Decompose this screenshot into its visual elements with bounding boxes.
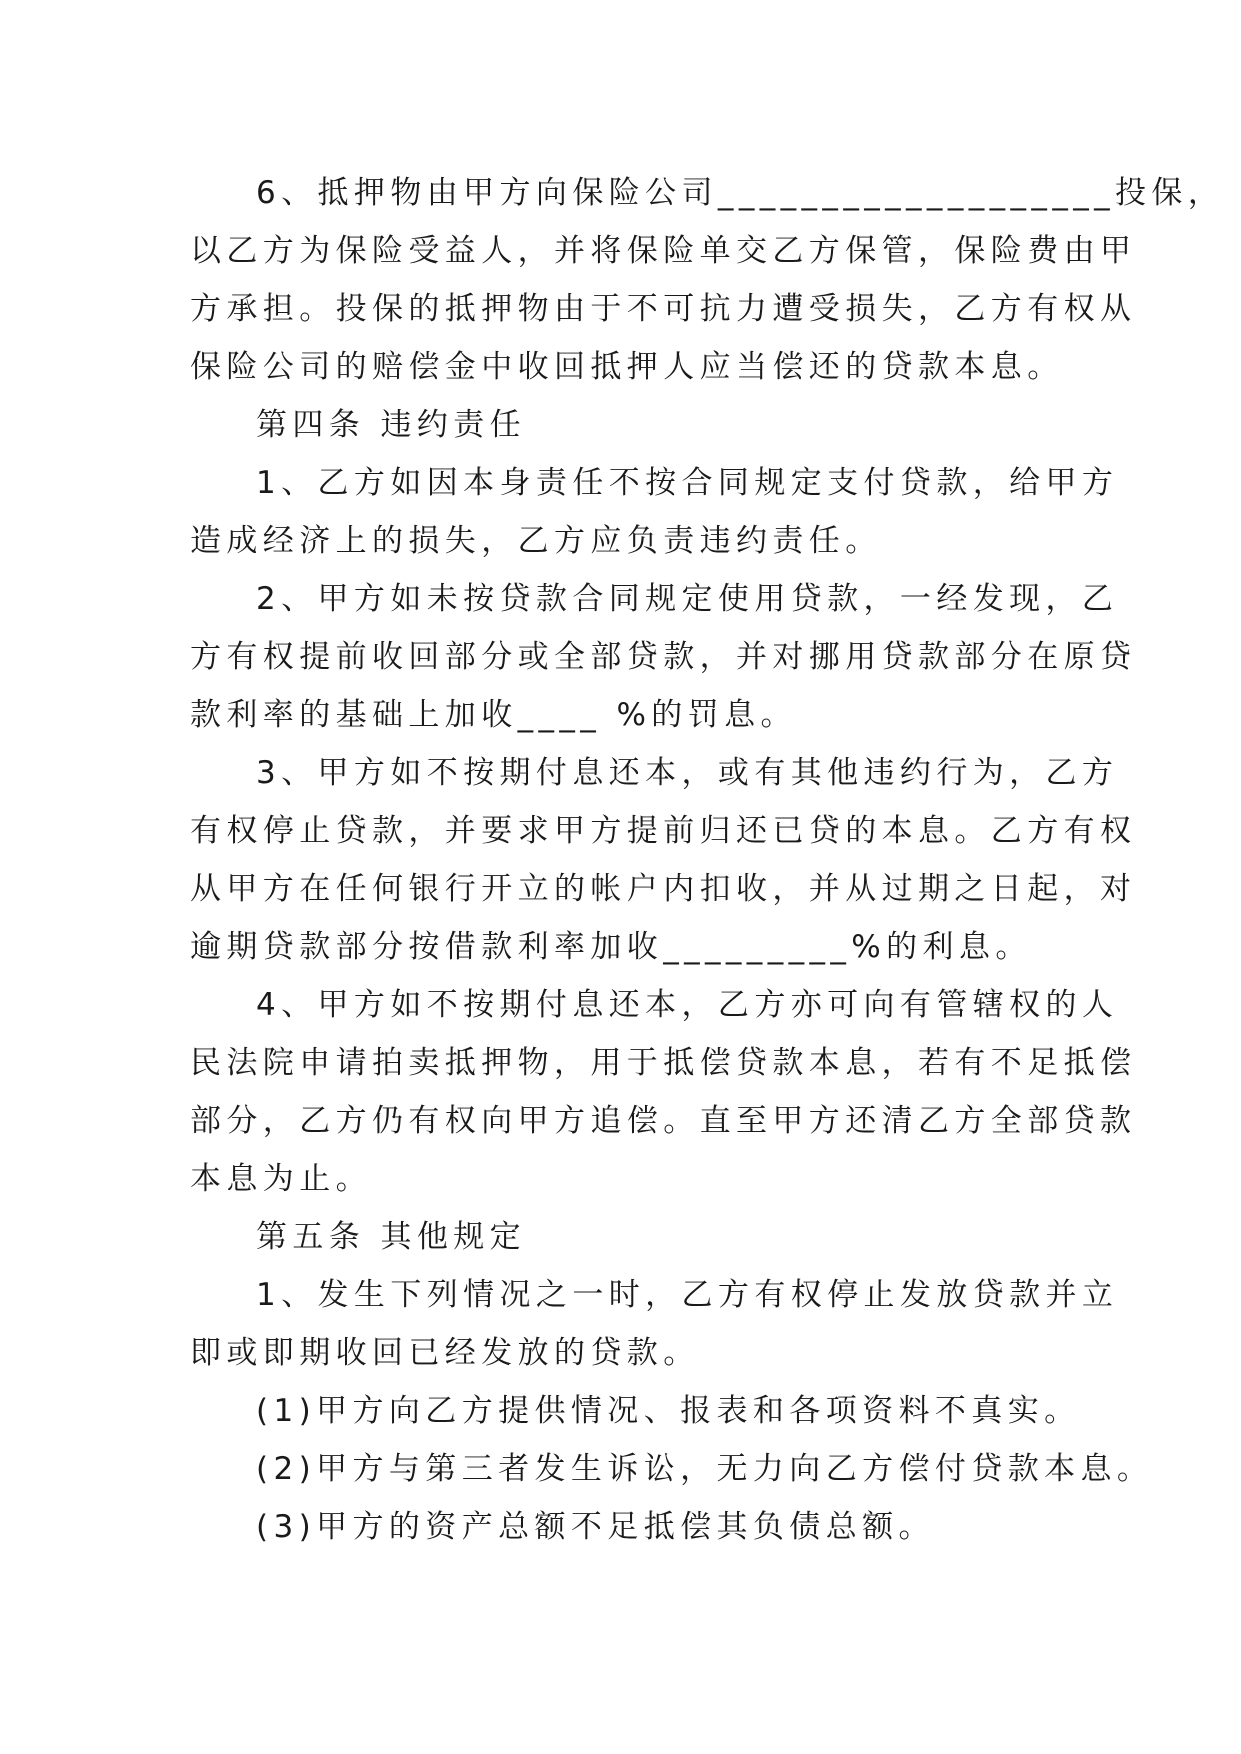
paragraph-line: 有权停止贷款，并要求甲方提前归还已贷的本息。乙方有权 <box>190 813 1137 849</box>
section-heading: 第四条 违约责任 <box>256 407 527 443</box>
paragraph-line: 以乙方为保险受益人，并将保险单交乙方保管，保险费由甲 <box>190 233 1137 269</box>
paragraph-line: 民法院申请拍卖抵押物，用于抵偿贷款本息，若有不足抵偿 <box>190 1045 1137 1081</box>
paragraph-line: 6、抵押物由甲方向保险公司___________________投保， <box>256 175 1225 211</box>
paragraph-line: 逾期贷款部分按借款利率加收_________%的利息。 <box>190 929 1032 965</box>
paragraph-line: 1、发生下列情况之一时，乙方有权停止发放贷款并立 <box>256 1277 1119 1313</box>
paragraph-line: 造成经济上的损失，乙方应负责违约责任。 <box>190 523 882 559</box>
list-item: (2)甲方与第三者发生诉讼，无力向乙方偿付贷款本息。 <box>256 1451 1154 1487</box>
paragraph-line: 保险公司的赔偿金中收回抵押人应当偿还的贷款本息。 <box>190 349 1064 385</box>
paragraph-line: 1、乙方如因本身责任不按合同规定支付贷款，给甲方 <box>256 465 1119 501</box>
list-item: (1)甲方向乙方提供情况、报表和各项资料不真实。 <box>256 1393 1081 1429</box>
section-heading: 第五条 其他规定 <box>256 1219 527 1255</box>
paragraph-line: 即或即期收回已经发放的贷款。 <box>190 1335 700 1371</box>
paragraph-line: 4、甲方如不按期付息还本，乙方亦可向有管辖权的人 <box>256 987 1119 1023</box>
paragraph-line: 方承担。投保的抵押物由于不可抗力遭受损失，乙方有权从 <box>190 291 1137 327</box>
paragraph-line: 2、甲方如未按贷款合同规定使用贷款，一经发现，乙 <box>256 581 1119 617</box>
paragraph-line: 本息为止。 <box>190 1161 372 1197</box>
paragraph-line: 部分，乙方仍有权向甲方追偿。直至甲方还清乙方全部贷款 <box>190 1103 1137 1139</box>
paragraph-line: 3、甲方如不按期付息还本，或有其他违约行为，乙方 <box>256 755 1119 791</box>
paragraph-line: 款利率的基础上加收____ %的罚息。 <box>190 697 797 733</box>
list-item: (3)甲方的资产总额不足抵偿其负债总额。 <box>256 1509 935 1545</box>
paragraph-line: 方有权提前收回部分或全部贷款，并对挪用贷款部分在原贷 <box>190 639 1137 675</box>
paragraph-line: 从甲方在任何银行开立的帐户内扣收，并从过期之日起，对 <box>190 871 1137 907</box>
